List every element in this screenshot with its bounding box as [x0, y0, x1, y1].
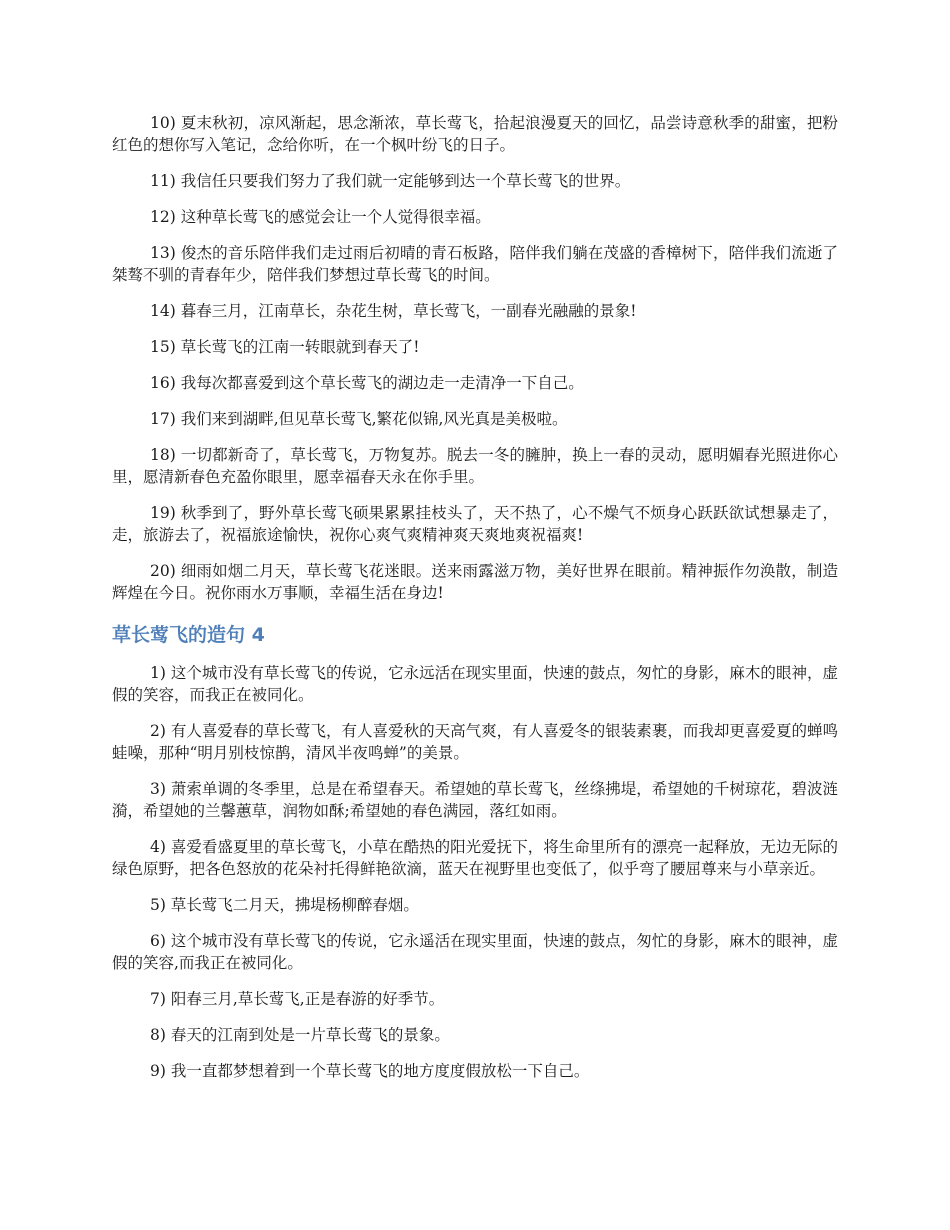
sentence-b-5: 5) 草长莺飞二月天，拂堤杨柳醉春烟。 [150, 896, 419, 914]
sentence-b-4: 4) 喜爱看盛夏里的草长莺飞，小草在酷热的阳光爱抚下，将生命里所有的漂亮一起释放，无边无际的绿色原野，把各色怒放的花朵衬托得鲜艳欲滴，蓝天在视野里也变低了，似乎弯了腰屈尊来与小草亲近。 [112, 838, 838, 878]
sentence-a-15: 15) 草长莺飞的江南一转眼就到春天了! [150, 338, 420, 356]
sentence-a-16: 16) 我每次都喜爱到这个草长莺飞的湖边走一走清净一下自己。 [150, 374, 584, 392]
sentence-b-8: 8) 春天的江南到处是一片草长莺飞的景象。 [150, 1026, 450, 1044]
sentence-a-17: 17) 我们来到湖畔,但见草长莺飞,繁花似锦,风光真是美极啦。 [150, 410, 568, 428]
sentence-b-7: 7) 阳春三月,草长莺飞,正是春游的好季节。 [150, 990, 445, 1008]
sentence-a-19: 19) 秋季到了，野外草长莺飞硕果累累挂枝头了，天不热了，心不燥气不烦身心跃跃欲试想暴走了，走，旅游去了，祝福旅途愉快，祝你心爽气爽精神爽天爽地爽祝福爽! [112, 504, 838, 544]
sentence-a-18: 18) 一切都新奇了，草长莺飞，万物复苏。脱去一冬的臃肿，换上一春的灵动，愿明媚春光照进你心里，愿清新春色充盈你眼里，愿幸福春天永在你手里。 [112, 446, 838, 486]
sentence-a-11: 11) 我信任只要我们努力了我们就一定能够到达一个草长莺飞的世界。 [150, 172, 631, 190]
sentence-a-14: 14) 暮春三月，江南草长，杂花生树，草长莺飞，一副春光融融的景象! [150, 302, 637, 320]
sentence-a-12: 12) 这种草长莺飞的感觉会让一个人觉得很幸福。 [150, 208, 491, 226]
sentence-a-20: 20) 细雨如烟二月天，草长莺飞花迷眼。送来雨露滋万物，美好世界在眼前。精神振作勿涣散，制造辉煌在今日。祝你雨水万事顺，幸福生活在身边! [112, 562, 838, 602]
sentence-list-a [112, 112, 838, 604]
section-heading: 草长莺飞的造句 4 [112, 624, 265, 646]
sentence-list-b [112, 662, 838, 1082]
sentence-a-10: 10) 夏末秋初，凉风渐起，思念渐浓，草长莺飞，拾起浪漫夏天的回忆，品尝诗意秋季的甜蜜，把粉红色的想你写入笔记，念给你听，在一个枫叶纷飞的日子。 [112, 114, 838, 154]
document-page [112, 112, 838, 1096]
sentence-a-13: 13) 俊杰的音乐陪伴我们走过雨后初晴的青石板路，陪伴我们躺在茂盛的香樟树下，陪伴我们流逝了桀骜不驯的青春年少，陪伴我们梦想过草长莺飞的时间。 [112, 244, 838, 284]
sentence-b-6: 6) 这个城市没有草长莺飞的传说，它永遥活在现实里面，快速的鼓点，匆忙的身影，麻木的眼神，虚假的笑容,而我正在被同化。 [112, 932, 838, 972]
sentence-b-3: 3) 萧索单调的冬季里，总是在希望春天。希望她的草长莺飞，丝绦拂堤，希望她的千树琼花，碧波涟漪，希望她的兰馨蕙草，润物如酥;希望她的春色满园，落红如雨。 [112, 780, 838, 820]
sentence-b-1: 1) 这个城市没有草长莺飞的传说，它永远活在现实里面，快速的鼓点，匆忙的身影，麻木的眼神，虚假的笑容，而我正在被同化。 [112, 664, 838, 704]
sentence-b-9: 9) 我一直都梦想着到一个草长莺飞的地方度度假放松一下自己。 [150, 1062, 590, 1080]
sentence-b-2: 2) 有人喜爱春的草长莺飞，有人喜爱秋的天高气爽，有人喜爱冬的银装素裹，而我却更喜爱夏的蝉鸣蛙噪，那种“明月别枝惊鹊，清风半夜鸣蝉”的美景。 [112, 722, 838, 762]
